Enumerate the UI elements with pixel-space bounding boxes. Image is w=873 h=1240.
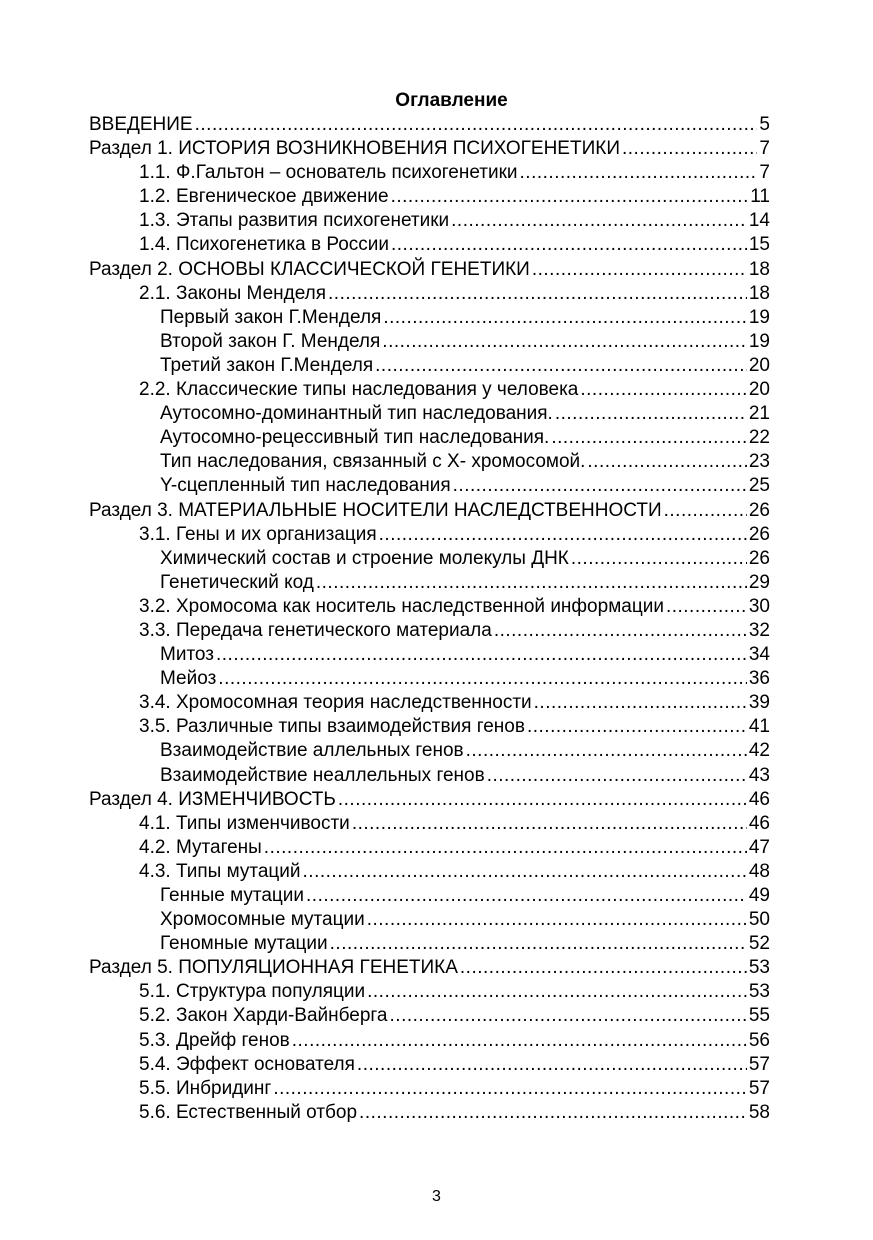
toc-entry[interactable] — [89, 740, 770, 764]
toc-dot-leader — [330, 933, 747, 955]
toc-dot-leader — [328, 283, 747, 305]
toc-entry-page: 20 — [748, 354, 770, 376]
toc-entry-label: Митоз — [160, 644, 214, 666]
toc-entry-page: 5 — [759, 114, 770, 135]
toc-entry-page: 22 — [748, 427, 770, 449]
toc-entry[interactable] — [89, 933, 770, 957]
toc-dot-leader — [382, 331, 747, 353]
toc-entry-label: 2.1. Законы Менделя — [139, 282, 327, 304]
toc-entry[interactable] — [89, 861, 770, 885]
toc-entry-label: Раздел 5. ПОПУЛЯЦИОННАЯ ГЕНЕТИКА — [89, 957, 458, 979]
toc-entry-page: 11 — [750, 186, 770, 208]
toc-entry[interactable] — [89, 596, 770, 620]
toc-entry-page: 19 — [748, 306, 770, 328]
toc-dot-leader — [218, 668, 747, 690]
toc-dot-leader — [453, 475, 747, 497]
page-title: Оглавление — [395, 90, 508, 111]
toc-entry[interactable] — [89, 1102, 770, 1126]
toc-dot-leader — [451, 210, 747, 232]
toc-entry[interactable] — [89, 355, 770, 379]
toc-dot-leader — [391, 186, 749, 208]
toc-entry[interactable] — [89, 1005, 770, 1029]
toc-entry-label: 1.3. Этапы развития психогенетики — [139, 210, 450, 232]
toc-entry-page: 55 — [748, 1005, 770, 1027]
toc-entry[interactable] — [89, 716, 770, 740]
toc-entry-page: 26 — [748, 499, 770, 521]
toc-entry-label: 4.1. Типы изменчивости — [139, 812, 350, 834]
toc-entry[interactable] — [89, 283, 770, 307]
toc-entry[interactable] — [89, 500, 770, 524]
toc-entry[interactable] — [89, 186, 770, 210]
toc-entry-page: 15 — [748, 234, 770, 256]
toc-dot-leader — [494, 620, 747, 642]
toc-dot-leader — [622, 138, 757, 160]
toc-entry-label: 3.2. Хромосома как носитель наследственной информации — [139, 595, 664, 617]
toc-entry[interactable] — [89, 234, 770, 258]
toc-dot-leader — [534, 692, 747, 714]
toc-dot-leader — [379, 524, 747, 546]
toc-entry[interactable] — [89, 644, 770, 668]
toc-dot-leader — [273, 1078, 747, 1100]
toc-entry[interactable] — [89, 331, 770, 355]
toc-entry-label: Геномные мутации — [160, 933, 328, 955]
toc-entry-label: Химический состав и строение молекулы ДНК — [160, 547, 569, 569]
toc-entry-label: Третий закон Г.Менделя — [160, 354, 374, 376]
toc-entry[interactable] — [89, 114, 770, 138]
toc-entry-page: 29 — [748, 571, 770, 593]
toc-entry-page: 58 — [748, 1101, 770, 1123]
toc-dot-leader — [580, 379, 746, 401]
toc-entry-label: Генетический код — [160, 571, 314, 593]
toc-entry[interactable] — [89, 909, 770, 933]
toc-entry-page: 39 — [748, 692, 770, 714]
toc-entry[interactable] — [89, 379, 770, 403]
toc-dot-leader — [587, 451, 746, 473]
toc-dot-leader — [292, 1030, 747, 1052]
toc-dot-leader — [466, 740, 747, 762]
toc-entry[interactable] — [89, 981, 770, 1005]
toc-entry-label: 2.2. Классические типы наследования у человека — [139, 379, 579, 401]
page-number: 3 — [432, 1188, 441, 1205]
toc-entry-label: Взаимодействие неаллельных генов — [160, 764, 485, 786]
toc-entry-label: 5.3. Дрейф генов — [139, 1029, 290, 1051]
toc-entry[interactable] — [89, 837, 770, 861]
toc-entry-label: 3.1. Гены и их организация — [139, 523, 377, 545]
toc-entry-page: 21 — [748, 403, 770, 425]
toc-entry[interactable] — [89, 668, 770, 692]
toc-entry-label: 5.6. Естественный отбор — [139, 1101, 358, 1123]
toc-dot-leader — [460, 957, 747, 979]
toc-entry[interactable] — [89, 885, 770, 909]
toc-entry-page: 57 — [748, 1077, 770, 1099]
toc-entry-page: 56 — [748, 1029, 770, 1051]
toc-entry[interactable] — [89, 307, 770, 331]
toc-dot-leader — [666, 596, 747, 618]
toc-entry-label: 1.2. Евгеническое движение — [139, 186, 389, 208]
toc-entry-label: 5.5. Инбридинг — [139, 1077, 272, 1099]
toc-entry-label: 3.3. Передача генетического материала — [139, 619, 492, 641]
toc-entry-label: 1.1. Ф.Гальтон – основатель психогенетики — [139, 162, 518, 184]
toc-entry[interactable] — [89, 692, 770, 716]
toc-entry-label: Раздел 1. ИСТОРИЯ ВОЗНИКНОВЕНИЯ ПСИХОГЕНЕТИКИ — [89, 138, 620, 160]
toc-entry[interactable] — [89, 1054, 770, 1078]
toc-entry-label: Раздел 2. ОСНОВЫ КЛАССИЧЕСКОЙ ГЕНЕТИКИ — [89, 258, 530, 280]
toc-entry[interactable] — [89, 813, 770, 837]
toc-entry-label: 4.3. Типы мутаций — [139, 860, 301, 882]
toc-entry-page: 42 — [748, 740, 770, 762]
toc-dot-leader — [664, 500, 747, 522]
toc-entry-label: Мейоз — [160, 668, 217, 690]
toc-entry-label: Тип наследования, связанный с Х- хромосомой. — [160, 451, 586, 473]
toc-dot-leader — [527, 716, 747, 738]
toc-dot-leader — [338, 789, 747, 811]
toc-entry[interactable] — [89, 1030, 770, 1054]
toc-entry-page: 36 — [748, 668, 770, 690]
toc-dot-leader — [383, 307, 747, 329]
toc-entry-page: 46 — [748, 788, 770, 810]
toc-entry-page: 34 — [748, 644, 770, 666]
toc-entry-page: 32 — [748, 619, 770, 641]
toc-dot-leader — [571, 548, 747, 570]
toc-entry[interactable] — [89, 138, 770, 162]
toc-entry-label: Второй закон Г. Менделя — [160, 330, 381, 352]
toc-dot-leader — [367, 981, 747, 1003]
toc-entry-page: 53 — [748, 957, 770, 979]
toc-dot-leader — [357, 1054, 747, 1076]
toc-entry[interactable] — [89, 210, 770, 234]
toc-entry[interactable] — [89, 572, 770, 596]
toc-dot-leader — [352, 813, 747, 835]
toc-dot-leader — [390, 1005, 747, 1027]
toc-entry-label: Взаимодействие аллельных генов — [160, 740, 464, 762]
toc-entry-page: 46 — [748, 812, 770, 834]
toc-entry-label: Аутосомно-рецессивный тип наследования. — [160, 427, 550, 449]
toc-dot-leader — [555, 403, 747, 425]
toc-entry[interactable] — [89, 524, 770, 548]
toc-entry-page: 52 — [748, 933, 770, 955]
toc-dot-leader — [367, 909, 747, 931]
toc-entry-label: Y-сцепленный тип наследования — [160, 475, 451, 497]
toc-entry-label: ВВЕДЕНИЕ — [89, 114, 193, 135]
toc-entry-label: Раздел 3. МАТЕРИАЛЬНЫЕ НОСИТЕЛИ НАСЛЕДСТВЕННОСТИ — [89, 499, 662, 521]
toc-entry-label: Раздел 4. ИЗМЕНЧИВОСТЬ — [89, 788, 336, 810]
toc-dot-leader — [303, 861, 747, 883]
toc-entry-page: 48 — [748, 860, 770, 882]
toc-entry-label: 3.4. Хромосомная теория наследственности — [139, 692, 532, 714]
toc-dot-leader — [532, 259, 747, 281]
toc-entry-label: Первый закон Г.Менделя — [160, 306, 382, 328]
toc-entry-page: 7 — [759, 138, 770, 160]
toc-dot-leader — [264, 837, 747, 859]
toc-entry[interactable] — [89, 957, 770, 981]
toc-entry-page: 18 — [748, 282, 770, 304]
toc-dot-leader — [551, 427, 747, 449]
toc-dot-leader — [195, 114, 758, 136]
toc-entry[interactable] — [89, 162, 770, 186]
toc-entry-label: 4.2. Мутагены — [139, 836, 262, 858]
toc-entry-label: Аутосомно-доминантный тип наследования. — [160, 403, 553, 425]
toc-entry-page: 19 — [748, 330, 770, 352]
toc-entry-page: 23 — [748, 451, 770, 473]
toc-entry[interactable] — [89, 259, 770, 283]
toc-dot-leader — [391, 234, 747, 256]
toc-entry-page: 18 — [748, 258, 770, 280]
toc-entry-page: 43 — [748, 764, 770, 786]
toc-entry-label: 5.1. Структура популяции — [139, 981, 366, 1003]
toc-entry[interactable] — [89, 789, 770, 813]
toc-entry-label: 5.4. Эффект основателя — [139, 1053, 355, 1075]
toc-entry-label: Хромосомные мутации — [160, 909, 365, 931]
toc-entry-label: 5.2. Закон Харди-Вайнберга — [139, 1005, 388, 1027]
toc-entry-page: 47 — [748, 836, 770, 858]
toc-entry-page: 26 — [748, 523, 770, 545]
toc-entry[interactable] — [89, 451, 770, 475]
toc-entry[interactable] — [89, 427, 770, 451]
toc-dot-leader — [375, 355, 747, 377]
toc-entry-page: 26 — [748, 547, 770, 569]
toc-entry-page: 30 — [748, 595, 770, 617]
toc-entry-page: 49 — [748, 885, 770, 906]
toc-dot-leader — [359, 1102, 747, 1124]
toc-entry[interactable] — [89, 620, 770, 644]
toc-entry-label: 1.4. Психогенетика в России — [139, 234, 389, 256]
toc-dot-leader — [216, 644, 747, 666]
toc-entry-label: Генные мутации — [160, 885, 305, 906]
toc-entry-label: 3.5. Различные типы взаимодействия генов — [139, 716, 525, 738]
toc-entry-page: 53 — [748, 981, 770, 1003]
toc-entry-page: 14 — [748, 210, 770, 232]
toc-dot-leader — [306, 885, 747, 907]
toc-entry-page: 7 — [759, 162, 770, 184]
toc-entry[interactable] — [89, 475, 770, 499]
toc-dot-leader — [520, 162, 758, 184]
toc-entry[interactable] — [89, 765, 770, 789]
toc-entry-page: 25 — [748, 475, 770, 497]
toc-entry-page: 50 — [748, 909, 770, 931]
toc-entry[interactable] — [89, 548, 770, 572]
toc-entry-page: 57 — [748, 1053, 770, 1075]
toc-entry-page: 20 — [748, 379, 770, 401]
toc-dot-leader — [316, 572, 747, 594]
toc-dot-leader — [487, 765, 747, 787]
toc-entry[interactable] — [89, 403, 770, 427]
toc-entry[interactable] — [89, 1078, 770, 1102]
toc-entry-page: 41 — [748, 716, 770, 738]
table-of-contents — [89, 114, 770, 1126]
